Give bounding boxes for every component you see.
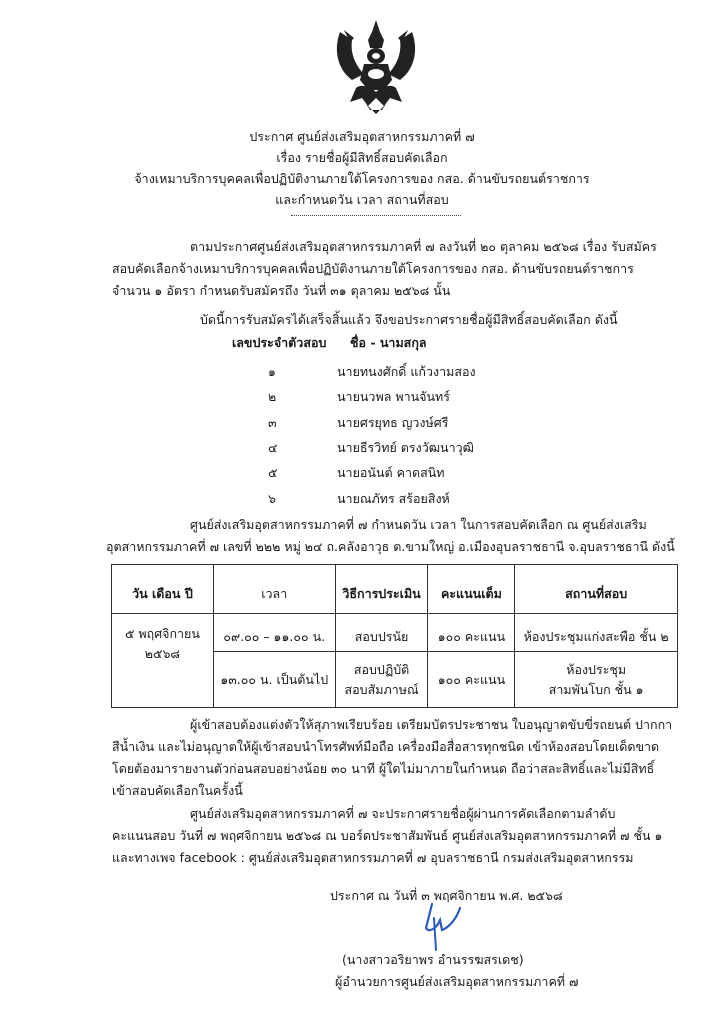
col-header-method: วิธีการประเมิน (335, 565, 428, 614)
method-cell: สอบปฏิบัติ สอบสัมภาษณ์ (335, 652, 428, 708)
col-header-date: วัน เดือน ปี (112, 565, 214, 614)
signature-icon (418, 898, 478, 953)
rules-line-2: สีน้ำเงิน และไม่อนุญาตให้ผู้เข้าสอบนำโทรศัพท์มือถือ เครื่องมือสื่อสารทุกชนิด เข้าห้องสอบโดยเด็ดขาด (112, 739, 660, 754)
announcement-subject: เรื่อง รายชื่อผู้มีสิทธิ์สอบคัดเลือก (276, 150, 448, 165)
announcement-subject-line2: จ้างเหมาบริการบุคคลเพื่อปฏิบัติงานภายใต้โครงการของ กสอ. ด้านขับรถยนต์ราชการ (134, 171, 590, 186)
candidates-header-name: ชื่อ - นามสกุล (350, 335, 427, 350)
separator-dots (291, 215, 461, 216)
place-cell: ห้องประชุม สามพันโบก ชั้น ๑ (515, 652, 678, 708)
time-cell: ๐๙.๐๐ – ๑๑.๐๐ น. (213, 614, 335, 652)
col-header-score: คะแนนเต็ม (428, 565, 515, 614)
score-cell: ๑๐๐ คะแนน (428, 614, 515, 652)
intro-line-3: จำนวน ๑ อัตรา กำหนดรับสมัครถึง วันที่ ๓๑ ตุลาคม ๒๕๖๘ นั้น (112, 283, 451, 298)
date-cell: ๕ พฤศจิกายน ๒๕๖๘ (112, 614, 214, 708)
candidates-header-id: เลขประจำตัวสอบ (232, 335, 327, 350)
intro-line-2: สอบคัดเลือกจ้างเหมาบริการบุคคลเพื่อปฏิบัติงานภายใต้โครงการของ กสอ. ด้านขับรถยนต์ราชการ (112, 261, 634, 276)
col-header-time: เวลา (213, 565, 335, 614)
place-cell: ห้องประชุมแก่งสะพือ ชั้น ๒ (515, 614, 678, 652)
signer-name: (นางสาวอริยาพร อำนรรฆสรเดช) (342, 952, 524, 967)
rules-line-1: ผู้เข้าสอบต้องแต่งตัวให้สุภาพเรียบร้อย เตรียมบัตรประชาชน ใบอนุญาตขับขี่รถยนต์ ปากกา (190, 717, 673, 732)
method-cell: สอบปรนัย (335, 614, 428, 652)
announcement-date: ประกาศ ณ วันที่ ๓ พฤศจิกายน พ.ศ. ๒๕๖๘ (330, 888, 563, 903)
score-cell: ๑๐๐ คะแนน (428, 652, 515, 708)
rules-line-4: เข้าสอบคัดเลือกในครั้งนี้ (112, 783, 243, 798)
rules-line-3: โดยต้องมารายงานตัวก่อนสอบอย่างน้อย ๓๐ นาที ผู้ใดไม่มาภายในกำหนด ถือว่าสละสิทธิ์และไม่มีสิทธิ์ (112, 761, 655, 776)
table-header-row (112, 565, 678, 614)
results-line-1: ศูนย์ส่งเสริมอุตสาหกรรมภาคที่ ๗ จะประกาศรายชื่อผู้ผ่านการคัดเลือกตามลำดับ (190, 806, 616, 821)
results-line-2: คะแนนสอบ วันที่ ๗ พฤศจิกายน ๒๕๖๘ ณ บอร์ดประชาสัมพันธ์ ศูนย์ส่งเสริมอุตสาหกรรมภาคที่ ๗ ชั้น ๑ (112, 828, 663, 843)
exam-schedule-table (111, 564, 678, 708)
intro-line-1: ตามประกาศศูนย์ส่งเสริมอุตสาหกรรมภาคที่ ๗ ลงวันที่ ๒๐ ตุลาคม ๒๕๖๘ เรื่อง รับสมัคร (190, 239, 657, 254)
results-line-3: และทางเพจ facebook : ศูนย์ส่งเสริมอุตสาหกรรมภาคที่ ๗ อุบลราชธานี กรมส่งเสริมอุตสาหกรรม (112, 850, 634, 865)
announcement-subject-line3: และกำหนดวัน เวลา สถานที่สอบ (275, 192, 449, 207)
schedule-intro-line-2: อุตสาหกรรมภาคที่ ๗ เลขที่ ๒๒๒ หมู่ ๒๔ ถ.คลังอาวุธ ต.ขามใหญ่ อ.เมืองอุบลราชธานี จ.อุบลราชธานี ดังนี้ (106, 539, 675, 554)
time-cell: ๑๓.๐๐ น. เป็นต้นไป (213, 652, 335, 708)
signer-title: ผู้อำนวยการศูนย์ส่งเสริมอุตสาหกรรมภาคที่ ๗ (335, 974, 579, 989)
table-row (112, 614, 678, 652)
announcement-title: ประกาศ ศูนย์ส่งเสริมอุตสาหกรรมภาคที่ ๗ (249, 129, 475, 144)
col-header-place: สถานที่สอบ (515, 565, 678, 614)
garuda-emblem-icon (330, 18, 422, 118)
schedule-intro-line-1: ศูนย์ส่งเสริมอุตสาหกรรมภาคที่ ๗ กำหนดวัน เวลา ในการสอบคัดเลือก ณ ศูนย์ส่งเสริม (190, 517, 647, 532)
announce-line: บัดนี้การรับสมัครได้เสร็จสิ้นแล้ว จึงขอประกาศรายชื่อผู้มีสิทธิ์สอบคัดเลือก ดังนี้ (200, 312, 618, 327)
